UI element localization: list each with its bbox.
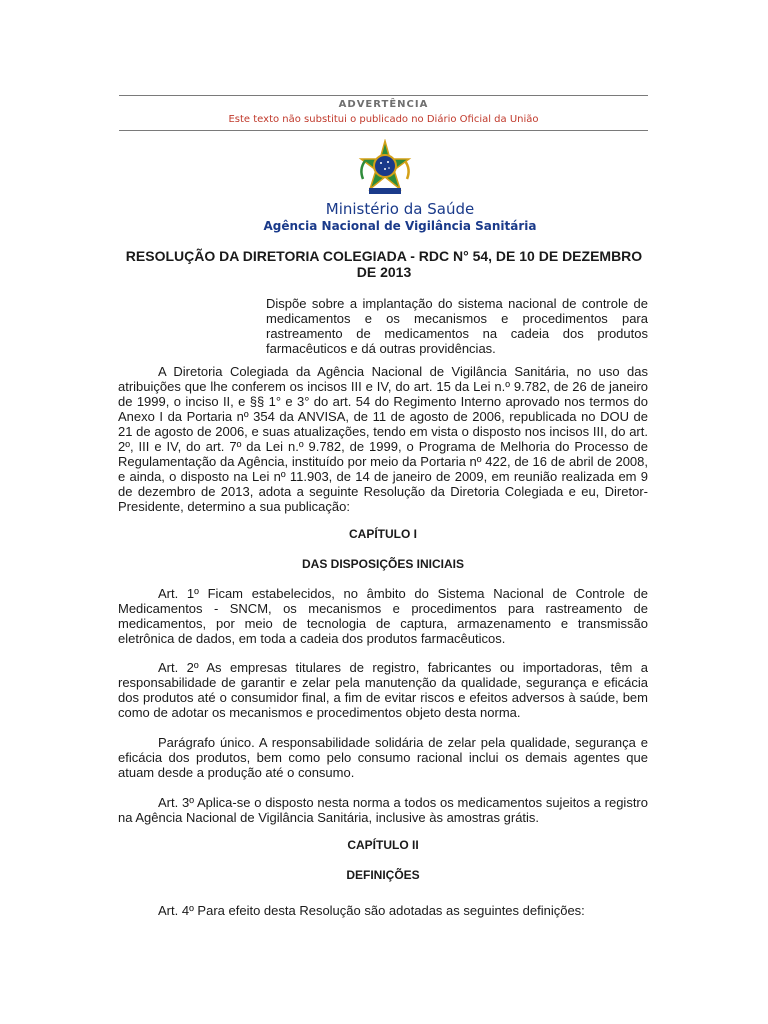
warning-title: ADVERTÊNCIA	[338, 99, 429, 110]
article-2: Art. 2º As empresas titulares de registro, fabricantes ou importadoras, têm a responsabilidade de garantir e zelar pela manutenção da qualidade, segurança e eficácia dos produtos até o consumidor final, a fim de evitar riscos e efeitos adversos à saúde, bem como de adotar os mecanismos e procedimentos objeto desta norma.	[118, 660, 648, 720]
article-3-block	[118, 795, 648, 825]
chapter-2-title: DEFINIÇÕES	[346, 868, 420, 882]
ministry-name: Ministério da Saúde	[325, 200, 475, 218]
preamble-paragraph: A Diretoria Colegiada da Agência Nacional de Vigilância Sanitária, no uso das atribuições que lhe conferem os incisos III e IV, do art. 15 da Lei n.º 9.782, de 26 de janeiro de 1999, o inciso II, e §§ 1° e 3° do art. 54 do Regimento Interno aprovado nos termos do Anexo I da Portaria nº 354 da ANVISA, de 11 de agosto de 2006, republicada no DOU de 21 de agosto de 2006, e suas atualizações, tendo em vista o disposto nos incisos III, do art. 2º, III e IV, do art. 7º da Lei n.º 9.782, de 1999, o Programa de Melhoria do Processo de Regulamentação da Agência, instituído por meio da Portaria nº 422, de 16 de abril de 2008, e ainda, o disposto na Lei nº 11.903, de 14 de janeiro de 2009, em reunião realizada em 9 de dezembro de 2013, adota a seguinte Resolução da Diretoria Colegiada e eu, Diretor-Presidente, determino a sua publicação:	[118, 364, 648, 514]
sole-paragraph-block	[118, 735, 648, 780]
preamble-block	[118, 364, 648, 514]
document-title: RESOLUÇÃO DA DIRETORIA COLEGIADA - RDC N° 54, DE 10 DE DEZEMBRO DE 2013	[125, 248, 643, 280]
article-1: Art. 1º Ficam estabelecidos, no âmbito do Sistema Nacional de Controle de Medicamentos - SNCM, os mecanismos e procedimentos para rastreamento de medicamentos, por meio de tecnologia de captura, armazenamento e transmissão eletrônica de dados, em toda a cadeia dos produtos farmacêuticos.	[118, 586, 648, 646]
article-4: Art. 4º Para efeito desta Resolução são adotadas as seguintes definições:	[158, 903, 585, 918]
agency-name: Agência Nacional de Vigilância Sanitária	[263, 219, 537, 233]
chapter-1-heading: CAPÍTULO I	[349, 527, 417, 541]
chapter-2-heading: CAPÍTULO II	[347, 838, 419, 852]
sole-paragraph: Parágrafo único. A responsabilidade solidária de zelar pela qualidade, segurança e eficácia dos produtos, bem como pelo consumo racional inclui os demais agentes que atuam desde a produção até o consumo.	[118, 735, 648, 780]
article-3: Art. 3º Aplica-se o disposto nesta norma a todos os medicamentos sujeitos a registro na Agência Nacional de Vigilância Sanitária, inclusive às amostras grátis.	[118, 795, 648, 825]
document-summary: Dispõe sobre a implantação do sistema nacional de controle de medicamentos e os mecanismos e procedimentos para rastreamento de medicamentos na cadeia dos produtos farmacêuticos e dá outras providências.	[266, 296, 648, 356]
chapter-1-title: DAS DISPOSIÇÕES INICIAIS	[301, 557, 465, 571]
article-4-block	[118, 903, 648, 918]
article-1-block	[118, 586, 648, 646]
warning-text: Este texto não substitui o publicado no Diário Oficial da União	[228, 114, 539, 125]
warning-banner	[119, 95, 648, 131]
brazil-coat-of-arms-icon	[355, 139, 415, 197]
article-2-block	[118, 660, 648, 720]
